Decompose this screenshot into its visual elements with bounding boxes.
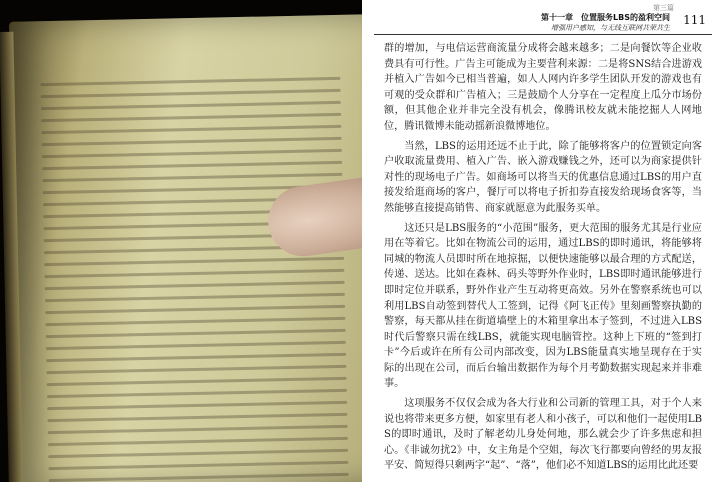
chapter-title: 第十一章 位置服务LBS的盈利空间 (541, 13, 670, 22)
body-text (384, 41, 702, 474)
book-page-edge (0, 32, 23, 482)
chapter-subtitle: 增强用户感知，与无线互联网共荣共生 (551, 24, 670, 32)
scanned-page (362, 0, 720, 482)
page-number: 111 (683, 13, 706, 27)
page-header (374, 4, 712, 35)
paragraph: 当然，LBS的运用还远不止于此，除了能够将客户的位置锁定向客户收取流量费用、植入广告、嵌入游戏赚钱之外，还可以为商家提供针对性的现场电子广告。如商场可以将当天的优惠信息通过LBS的用户直接发给逛商场的客户，餐厅可以将电子折扣券直接发给现场食客等，当然能够直接提高销售、商家就愿意为此服务买单。 (384, 140, 702, 214)
blurred-text-lines (40, 77, 350, 482)
section-tag: 第三篇 (653, 4, 674, 12)
paragraph: 这项服务不仅仅会成为各大行业和公司新的管理工具，对于个人来说也将带来更多方便，如家里有老人和小孩子，可以和他们一起使用LBS的即时通讯，及时了解老幼儿身处何地，那么就会少了许多焦虑和担心。《非诚勿扰2》中，女主角是个空姐，每次飞行都要向曾经的男友报平安、简短得只剩两字“起”、“落”，他们必不知道LBS的运用比此还要 (384, 398, 702, 472)
paragraph: 群的增加，与电信运营商流量分成将会越来越多；二是向餐饮等企业收费具有可行性。广告主可能成为主要营利来源：二是将SNS结合进游戏并植入广告如今已相当普遍，如人人网内许多学生团队开发的游戏也有可观的受众群和广告植入；三是鼓励个人分享在一定程度上瓜分市场份额，但其他企业并非完全没有机会，像腾讯校友就未能挖掘人人网地位，腾讯微博未能动摇新浪微博地位。 (384, 43, 702, 132)
paragraph: 这还只是LBS服务的“小范围”服务，更大范围的服务尤其是行业应用在等着它。比如在物流公司的运用，通过LBS的即时通讯，将能够将同城的物流人员即时所在地掠掘，以便快速能够以最合理的方式配送，传递、送达。比如在森林、码头等野外作业时，LBS即时通讯能够进行即时定位并联系，野外作业产生互动将更高效。另外在警察系统也可以利用LBS自动签到替代人工签到，记得《阿飞正传》里刻画警察执勤的警察，每天都从挂在街道墙壁上的木箱里拿出本子签到，不过进入LBS时代后警察只需在线LBS，就能实现电脑管控。这种上下班的“签到打卡”今后或许在所有公司内部改变，因为LBS能量真实地呈现存在于实际的出现在公司，而后台输出数据作为每个月考勤数据实现起来并非难事。 (384, 222, 702, 390)
